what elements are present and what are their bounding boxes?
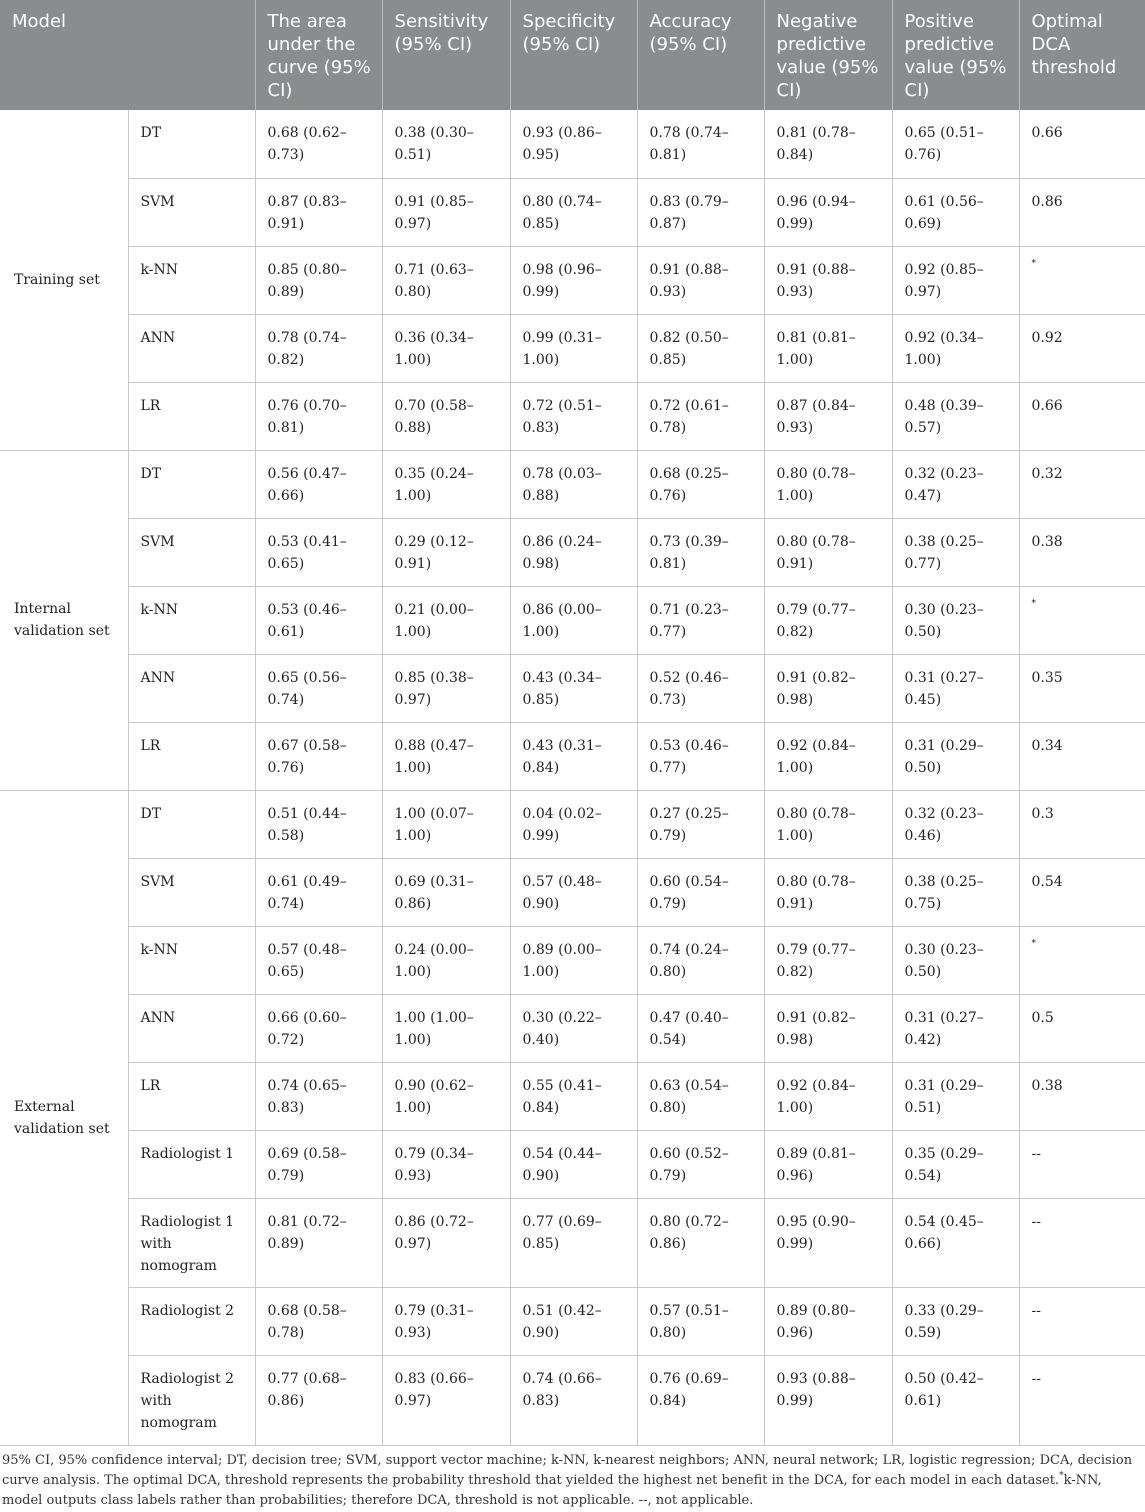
cell-npv: 0.81 (0.78–0.84) — [764, 110, 892, 178]
cell-specificity: 0.30 (0.22–0.40) — [510, 994, 637, 1062]
cell-dca: 0.92 — [1019, 314, 1145, 382]
cell-ppv: 0.32 (0.23–0.46) — [892, 790, 1019, 858]
cell-npv: 0.93 (0.88–0.99) — [764, 1355, 892, 1445]
cell-auc: 0.87 (0.83–0.91) — [255, 178, 382, 246]
cell-accuracy: 0.73 (0.39–0.81) — [637, 518, 764, 586]
header-dca-threshold: Optimal DCA threshold — [1019, 0, 1145, 110]
cell-model: ANN — [128, 994, 255, 1062]
cell-model: DT — [128, 450, 255, 518]
cell-npv: 0.79 (0.77–0.82) — [764, 926, 892, 994]
cell-accuracy: 0.60 (0.52–0.79) — [637, 1130, 764, 1198]
table-row — [0, 1287, 1145, 1355]
table-row — [0, 450, 1145, 518]
table-row — [0, 246, 1145, 314]
footnote-text-continued: k-NN, model outputs class labels rather than probabilities; therefore DCA, threshold is not applicable. --, not applicable. — [2, 1473, 1102, 1508]
cell-sensitivity: 0.38 (0.30–0.51) — [382, 110, 510, 178]
cell-auc: 0.74 (0.65–0.83) — [255, 1062, 382, 1130]
header-specificity: Specificity (95% CI) — [510, 0, 637, 110]
cell-accuracy: 0.82 (0.50–0.85) — [637, 314, 764, 382]
table-row — [0, 314, 1145, 382]
cell-specificity: 0.78 (0.03–0.88) — [510, 450, 637, 518]
cell-specificity: 0.55 (0.41–0.84) — [510, 1062, 637, 1130]
cell-accuracy: 0.83 (0.79–0.87) — [637, 178, 764, 246]
cell-accuracy: 0.72 (0.61–0.78) — [637, 382, 764, 450]
asterisk-mark: * — [1031, 258, 1037, 269]
cell-model: ANN — [128, 314, 255, 382]
cell-specificity: 0.98 (0.96–0.99) — [510, 246, 637, 314]
cell-auc: 0.66 (0.60–0.72) — [255, 994, 382, 1062]
cell-accuracy: 0.57 (0.51–0.80) — [637, 1287, 764, 1355]
cell-npv: 0.80 (0.78–1.00) — [764, 450, 892, 518]
cell-ppv: 0.54 (0.45–0.66) — [892, 1198, 1019, 1287]
cell-specificity: 0.80 (0.74–0.85) — [510, 178, 637, 246]
cell-auc: 0.76 (0.70–0.81) — [255, 382, 382, 450]
cell-ppv: 0.61 (0.56–0.69) — [892, 178, 1019, 246]
table-footnote — [2, 1451, 1142, 1511]
cell-ppv: 0.38 (0.25–0.77) — [892, 518, 1019, 586]
cell-specificity: 0.43 (0.34–0.85) — [510, 654, 637, 722]
cell-specificity: 0.04 (0.02–0.99) — [510, 790, 637, 858]
table-row — [0, 1355, 1145, 1445]
cell-sensitivity: 0.83 (0.66–0.97) — [382, 1355, 510, 1445]
cell-model: Radiologist 2 with nomogram — [128, 1355, 255, 1445]
cell-specificity: 0.89 (0.00–1.00) — [510, 926, 637, 994]
cell-sensitivity: 0.79 (0.31–0.93) — [382, 1287, 510, 1355]
cell-auc: 0.53 (0.46–0.61) — [255, 586, 382, 654]
table-row — [0, 382, 1145, 450]
cell-sensitivity: 0.86 (0.72–0.97) — [382, 1198, 510, 1287]
cell-accuracy: 0.74 (0.24–0.80) — [637, 926, 764, 994]
cell-ppv: 0.31 (0.29–0.51) — [892, 1062, 1019, 1130]
cell-specificity: 0.54 (0.44–0.90) — [510, 1130, 637, 1198]
cell-npv: 0.96 (0.94–0.99) — [764, 178, 892, 246]
cell-npv: 0.89 (0.80–0.96) — [764, 1287, 892, 1355]
cell-dca: -- — [1019, 1198, 1145, 1287]
header-auc: The area under the curve (95% CI) — [255, 0, 382, 110]
cell-ppv: 0.65 (0.51–0.76) — [892, 110, 1019, 178]
cell-sensitivity: 0.36 (0.34–1.00) — [382, 314, 510, 382]
cell-ppv: 0.35 (0.29–0.54) — [892, 1130, 1019, 1198]
header-sensitivity: Sensitivity (95% CI) — [382, 0, 510, 110]
cell-specificity: 0.72 (0.51–0.83) — [510, 382, 637, 450]
cell-auc: 0.65 (0.56–0.74) — [255, 654, 382, 722]
table-row — [0, 586, 1145, 654]
cell-model: LR — [128, 722, 255, 790]
cell-ppv: 0.38 (0.25–0.75) — [892, 858, 1019, 926]
cell-sensitivity: 0.71 (0.63–0.80) — [382, 246, 510, 314]
cell-npv: 0.91 (0.82–0.98) — [764, 994, 892, 1062]
cell-specificity: 0.57 (0.48–0.90) — [510, 858, 637, 926]
cell-npv: 0.91 (0.88–0.93) — [764, 246, 892, 314]
cell-sensitivity: 0.69 (0.31–0.86) — [382, 858, 510, 926]
header-ppv: Positive predictive value (95% CI) — [892, 0, 1019, 110]
cell-ppv: 0.31 (0.27–0.45) — [892, 654, 1019, 722]
cell-dca: 0.66 — [1019, 110, 1145, 178]
cell-specificity: 0.99 (0.31–1.00) — [510, 314, 637, 382]
cell-sensitivity: 0.35 (0.24–1.00) — [382, 450, 510, 518]
table-row — [0, 1130, 1145, 1198]
cell-model: Radiologist 1 with nomogram — [128, 1198, 255, 1287]
cell-auc: 0.53 (0.41–0.65) — [255, 518, 382, 586]
cell-auc: 0.81 (0.72–0.89) — [255, 1198, 382, 1287]
asterisk-mark: * — [1031, 598, 1037, 609]
cell-sensitivity: 0.21 (0.00–1.00) — [382, 586, 510, 654]
cell-npv: 0.92 (0.84–1.00) — [764, 722, 892, 790]
cell-model: SVM — [128, 858, 255, 926]
cell-dca: -- — [1019, 1355, 1145, 1445]
cell-sensitivity: 0.85 (0.38–0.97) — [382, 654, 510, 722]
cell-npv: 0.81 (0.81–1.00) — [764, 314, 892, 382]
cell-sensitivity: 0.91 (0.85–0.97) — [382, 178, 510, 246]
cell-specificity: 0.77 (0.69–0.85) — [510, 1198, 637, 1287]
table-row — [0, 178, 1145, 246]
cell-dca: 0.86 — [1019, 178, 1145, 246]
cell-accuracy: 0.53 (0.46–0.77) — [637, 722, 764, 790]
cell-dca: 0.5 — [1019, 994, 1145, 1062]
cell-accuracy: 0.68 (0.25–0.76) — [637, 450, 764, 518]
cell-dca: 0.38 — [1019, 1062, 1145, 1130]
header-model: Model — [0, 0, 255, 110]
cell-model: k-NN — [128, 586, 255, 654]
cell-accuracy: 0.71 (0.23–0.77) — [637, 586, 764, 654]
cell-ppv: 0.33 (0.29–0.59) — [892, 1287, 1019, 1355]
cell-auc: 0.68 (0.58–0.78) — [255, 1287, 382, 1355]
table-row — [0, 790, 1145, 858]
cell-ppv: 0.92 (0.34–1.00) — [892, 314, 1019, 382]
cell-accuracy: 0.27 (0.25–0.79) — [637, 790, 764, 858]
cell-dca — [1019, 586, 1145, 654]
header-npv: Negative predictive value (95% CI) — [764, 0, 892, 110]
cell-ppv: 0.31 (0.29–0.50) — [892, 722, 1019, 790]
cell-sensitivity: 1.00 (1.00–1.00) — [382, 994, 510, 1062]
cell-specificity: 0.74 (0.66–0.83) — [510, 1355, 637, 1445]
asterisk-mark: * — [1031, 938, 1037, 949]
cell-specificity: 0.86 (0.00–1.00) — [510, 586, 637, 654]
cell-npv: 0.95 (0.90–0.99) — [764, 1198, 892, 1287]
cell-model: DT — [128, 110, 255, 178]
cell-dca: 0.32 — [1019, 450, 1145, 518]
table-row — [0, 654, 1145, 722]
cell-ppv: 0.50 (0.42–0.61) — [892, 1355, 1019, 1445]
group-external-validation-set: External validation set — [0, 790, 128, 1445]
table-row — [0, 926, 1145, 994]
cell-model: k-NN — [128, 246, 255, 314]
cell-model: k-NN — [128, 926, 255, 994]
group-training-set: Training set — [0, 110, 128, 450]
cell-specificity: 0.43 (0.31–0.84) — [510, 722, 637, 790]
cell-auc: 0.56 (0.47–0.66) — [255, 450, 382, 518]
cell-npv: 0.92 (0.84–1.00) — [764, 1062, 892, 1130]
cell-accuracy: 0.91 (0.88–0.93) — [637, 246, 764, 314]
cell-sensitivity: 0.29 (0.12–0.91) — [382, 518, 510, 586]
cell-dca: 0.38 — [1019, 518, 1145, 586]
cell-npv: 0.91 (0.82–0.98) — [764, 654, 892, 722]
cell-auc: 0.67 (0.58–0.76) — [255, 722, 382, 790]
cell-npv: 0.80 (0.78–0.91) — [764, 858, 892, 926]
cell-ppv: 0.48 (0.39–0.57) — [892, 382, 1019, 450]
cell-specificity: 0.51 (0.42–0.90) — [510, 1287, 637, 1355]
cell-dca — [1019, 926, 1145, 994]
table-row — [0, 722, 1145, 790]
cell-accuracy: 0.47 (0.40–0.54) — [637, 994, 764, 1062]
table-row — [0, 110, 1145, 178]
cell-sensitivity: 1.00 (0.07–1.00) — [382, 790, 510, 858]
table-row — [0, 1062, 1145, 1130]
table-row — [0, 994, 1145, 1062]
footnote-asterisk: * — [1059, 1471, 1064, 1481]
cell-accuracy: 0.80 (0.72–0.86) — [637, 1198, 764, 1287]
cell-npv: 0.80 (0.78–1.00) — [764, 790, 892, 858]
cell-model: Radiologist 1 — [128, 1130, 255, 1198]
cell-dca: 0.3 — [1019, 790, 1145, 858]
cell-sensitivity: 0.24 (0.00–1.00) — [382, 926, 510, 994]
cell-auc: 0.77 (0.68–0.86) — [255, 1355, 382, 1445]
cell-npv: 0.89 (0.81–0.96) — [764, 1130, 892, 1198]
cell-model: Radiologist 2 — [128, 1287, 255, 1355]
cell-sensitivity: 0.88 (0.47–1.00) — [382, 722, 510, 790]
cell-accuracy: 0.63 (0.54–0.80) — [637, 1062, 764, 1130]
cell-ppv: 0.30 (0.23–0.50) — [892, 586, 1019, 654]
header-row — [0, 0, 1145, 110]
cell-dca: 0.34 — [1019, 722, 1145, 790]
cell-dca — [1019, 246, 1145, 314]
cell-model: DT — [128, 790, 255, 858]
cell-model: LR — [128, 1062, 255, 1130]
cell-auc: 0.68 (0.62–0.73) — [255, 110, 382, 178]
table-row — [0, 518, 1145, 586]
cell-model: SVM — [128, 518, 255, 586]
table-row — [0, 1198, 1145, 1287]
cell-auc: 0.57 (0.48–0.65) — [255, 926, 382, 994]
cell-model: ANN — [128, 654, 255, 722]
cell-auc: 0.85 (0.80–0.89) — [255, 246, 382, 314]
cell-accuracy: 0.52 (0.46–0.73) — [637, 654, 764, 722]
cell-ppv: 0.31 (0.27–0.42) — [892, 994, 1019, 1062]
cell-specificity: 0.93 (0.86–0.95) — [510, 110, 637, 178]
cell-model: LR — [128, 382, 255, 450]
cell-auc: 0.69 (0.58–0.79) — [255, 1130, 382, 1198]
cell-dca: -- — [1019, 1130, 1145, 1198]
cell-npv: 0.80 (0.78–0.91) — [764, 518, 892, 586]
cell-sensitivity: 0.70 (0.58–0.88) — [382, 382, 510, 450]
cell-auc: 0.51 (0.44–0.58) — [255, 790, 382, 858]
cell-auc: 0.61 (0.49–0.74) — [255, 858, 382, 926]
cell-accuracy: 0.78 (0.74–0.81) — [637, 110, 764, 178]
cell-ppv: 0.30 (0.23–0.50) — [892, 926, 1019, 994]
cell-npv: 0.87 (0.84–0.93) — [764, 382, 892, 450]
cell-sensitivity: 0.79 (0.34–0.93) — [382, 1130, 510, 1198]
cell-sensitivity: 0.90 (0.62–1.00) — [382, 1062, 510, 1130]
group-internal-validation-set: Internal validation set — [0, 450, 128, 790]
cell-dca: 0.66 — [1019, 382, 1145, 450]
header-accuracy: Accuracy (95% CI) — [637, 0, 764, 110]
cell-ppv: 0.92 (0.85–0.97) — [892, 246, 1019, 314]
cell-dca: -- — [1019, 1287, 1145, 1355]
cell-dca: 0.35 — [1019, 654, 1145, 722]
cell-dca: 0.54 — [1019, 858, 1145, 926]
cell-model: SVM — [128, 178, 255, 246]
table-row — [0, 858, 1145, 926]
cell-specificity: 0.86 (0.24–0.98) — [510, 518, 637, 586]
cell-auc: 0.78 (0.74–0.82) — [255, 314, 382, 382]
cell-npv: 0.79 (0.77–0.82) — [764, 586, 892, 654]
cell-accuracy: 0.76 (0.69–0.84) — [637, 1355, 764, 1445]
footnote-text: 95% CI, 95% confidence interval; DT, decision tree; SVM, support vector machine; k-NN, k-nearest neighbors; ANN, neural network; LR, logistic regression; DCA, decision curve analysis. The optimal DCA, threshold represents the probability threshold that yielded the highest net benefit in the DCA, for each model in each dataset. — [2, 1453, 1133, 1488]
cell-ppv: 0.32 (0.23–0.47) — [892, 450, 1019, 518]
cell-accuracy: 0.60 (0.54–0.79) — [637, 858, 764, 926]
